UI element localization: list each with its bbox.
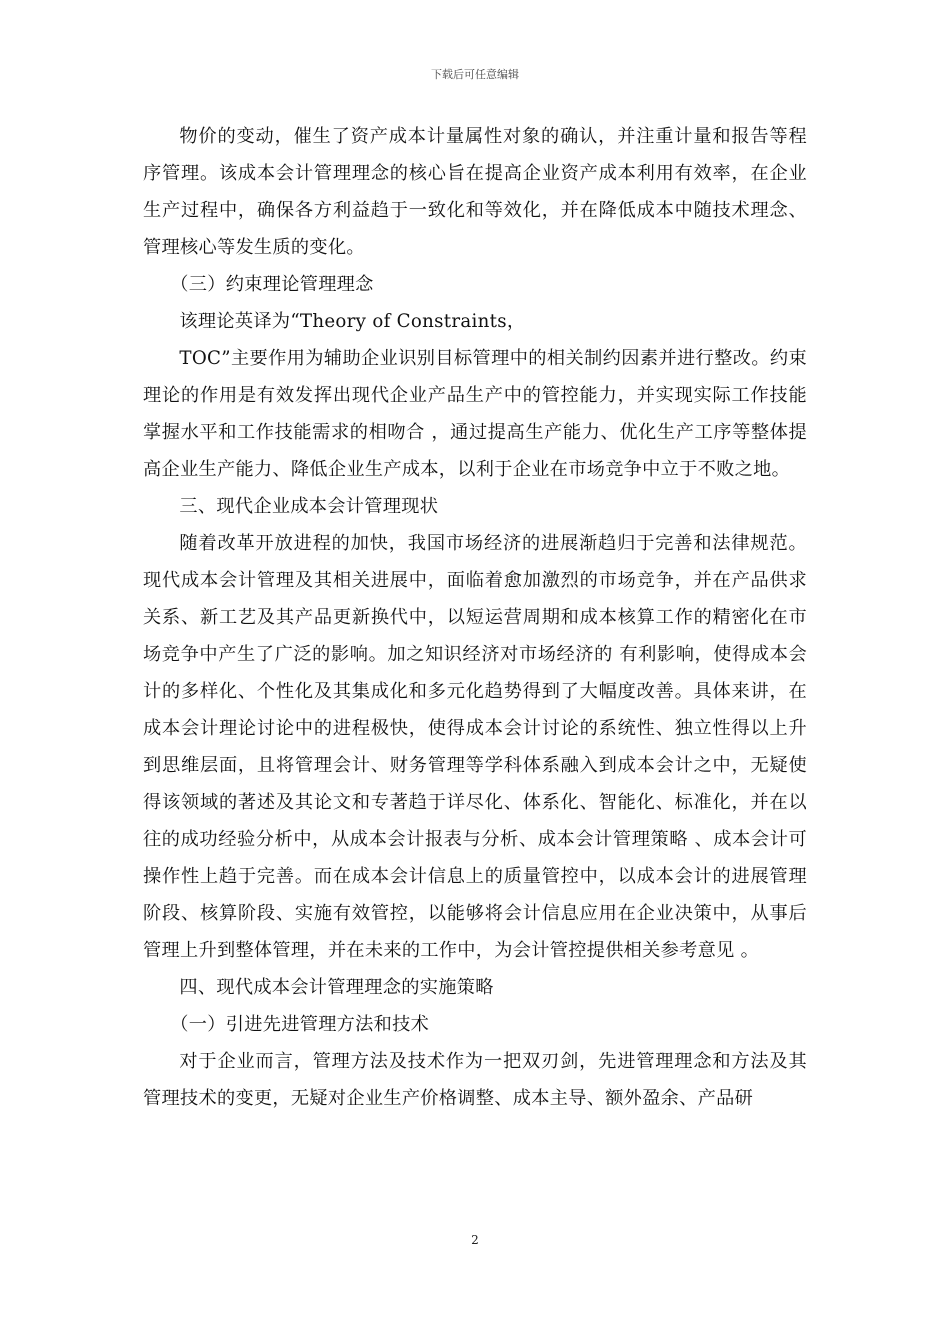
paragraph-methods: 对于企业而言，管理方法及技术作为一把双刃剑，先进管理理念和方法及其管理技术的变更，无疑对企业生产价格调整、成本主导、额外盈余、产品研 bbox=[143, 1051, 807, 1109]
paragraph-toc-english: 该理论英译为“Theory of Constraints， bbox=[179, 311, 526, 332]
paragraph-toc-role: TOC”主要作用为辅助企业识别目标管理中的相关制约因素并进行整改。约束理论的作用是有效发挥出现代企业产品生产中的管控能力，并实现实际工作技能掌握水平和工作技能需求的相吻合 ，通过提高生产能力、优化生产工序等整体提高企业生产能力、降低企业生产成本，以利于企业在市场竞争中立于不败之地。 bbox=[143, 348, 807, 480]
section-heading-toc: （三）约束理论管理理念 bbox=[170, 274, 374, 295]
page-number: 2 bbox=[471, 1233, 479, 1247]
document-body bbox=[143, 118, 807, 1117]
subsection-heading-methods: （一）引进先进管理方法和技术 bbox=[170, 1014, 430, 1035]
section-heading-status: 三、现代企业成本会计管理现状 bbox=[179, 496, 439, 517]
section-heading-strategy: 四、现代成本会计管理理念的实施策略 bbox=[179, 977, 494, 998]
paragraph-status: 随着改革开放进程的加快，我国市场经济的进展渐趋归于完善和法律规范。现代成本会计管理及其相关进展中，面临着愈加激烈的市场竞争，并在产品供求关系、新工艺及其产品更新换代中，以短运营周期和成本核算工作的精密化在市场竞争中产生了广泛的影响。加之知识经济对市场经济的 有利影响，使得成本会计的多样化、个性化及其集成化和多元化趋势得到了大幅度改善。具体来讲，在成本会计理论讨论中的进程极快，使得成本会计讨论的系统性、独立性得以上升到思维层面，且将管理会计、财务管理等学科体系融入到成本会计之中，无疑使得该领域的著述及其论文和专著趋于详尽化、体系化、智能化、标准化，并在以往的成功经验分析中，从成本会计报表与分析、成本会计管理策略 、成本会计可操作性上趋于完善。而在成本会计信息上的质量管控中，以成本会计的进展管理阶段、核算阶段、实施有效管控，以能够将会计信息应用在企业决策中，从事后管理上升到整体管理，并在未来的工作中，为会计管控提供相关参考意见 。 bbox=[143, 533, 807, 961]
page-header: 下载后可任意编辑 bbox=[431, 68, 519, 81]
paragraph-asset-cost: 物价的变动，催生了资产成本计量属性对象的确认，并注重计量和报告等程序管理。该成本会计管理理念的核心旨在提高企业资产成本利用有效率，在企业生产过程中，确保各方利益趋于一致化和等效化，并在降低成本中随技术理念、管理核心等发生质的变化。 bbox=[143, 126, 807, 258]
